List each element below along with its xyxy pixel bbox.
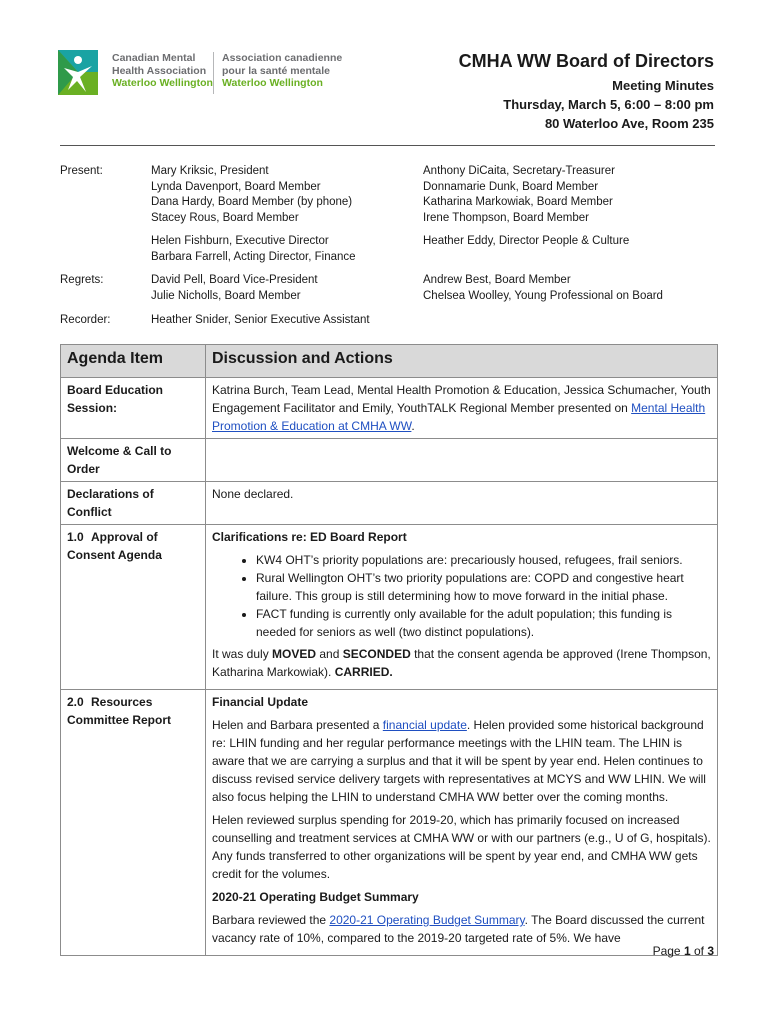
logo-divider [213, 52, 214, 94]
meeting-date: Thursday, March 5, 6:00 – 8:00 pm [503, 97, 714, 112]
regrets-label: Regrets: [60, 274, 104, 286]
agenda-item-consent: 1.0 Approval of Consent Agenda [61, 525, 206, 690]
discussion-welcome [206, 439, 718, 482]
document-subtitle: Meeting Minutes [612, 78, 714, 93]
recorder-name: Heather Snider, Senior Executive Assistant [151, 314, 370, 326]
financial-update-paragraph: Helen and Barbara presented a financial update. Helen provided some historical background re: LHIN funding and her regular performance meetings with the LHIN team. The LHIN is aware that we are carrying a surplus and that it will be spent by year end. Helen continues to discuss revised service delivery targets with representatives at MCYS and WW LHIN. We will also focus helping the LHIN to understand CMHA WW better over the coming months. [212, 718, 706, 804]
mental-health-promotion-link[interactable]: Mental Health Promotion & Education at CMHA WW [212, 401, 706, 433]
table-row [61, 690, 718, 956]
meeting-location: 80 Waterloo Ave, Room 235 [544, 116, 714, 131]
discussion-resources [206, 690, 718, 956]
list-item: • Rural Wellington OHT’s two priority populations are: COPD and congestive heart failure. This group is still determining how to move forward in the initial phase. [256, 569, 711, 605]
consent-heading: Clarifications re: ED Board Report [212, 530, 407, 544]
agenda-item-board-education: Board Education Session: [61, 378, 206, 439]
regrets-list-left: David Pell, Board Vice-President Julie Nicholls, Board Member [151, 274, 318, 302]
logo-text-french: Association canadienne pour la santé mentale Waterloo Wellington [222, 52, 343, 89]
present-label: Present: [60, 165, 103, 177]
table-row [61, 378, 718, 439]
staff-list-right: Heather Eddy, Director People & Culture [423, 235, 630, 247]
financial-update-link[interactable]: financial update [382, 718, 467, 732]
cmha-logo-icon [58, 50, 98, 95]
agenda-item-welcome: Welcome & Call to Order [61, 439, 206, 482]
discussion-consent [206, 525, 718, 690]
agenda-table [60, 344, 718, 956]
agenda-item-resources: 2.0 Resources Committee Report [61, 690, 206, 956]
page-number: Page 1 of 3 [652, 944, 714, 958]
header-divider [60, 145, 715, 146]
discussion-header: Discussion and Actions [206, 345, 718, 378]
budget-summary-paragraph: Barbara reviewed the 2020-21 Operating Budget Summary. The Board discussed the current vacancy rate of 10%, compared to the 2019-20 targeted rate of 5%. We have [212, 913, 705, 945]
consent-bullet-list [212, 551, 711, 641]
staff-list-left: Helen Fishburn, Executive Director Barbara Farrell, Acting Director, Finance [151, 235, 356, 263]
document-header [459, 50, 714, 133]
table-row [61, 525, 718, 690]
table-row [61, 482, 718, 525]
present-list-left: Mary Kriksic, President Lynda Davenport, Board Member Dana Hardy, Board Member (by phone) Stacey Rous, Board Member [151, 165, 353, 224]
surplus-paragraph: Helen reviewed surplus spending for 2019-20, which has primarily focused on increased counselling and treatment services at CMHA WW or with our partners (e.g., U of G, hospitals). Any funds transferred to other organizations will be spent by year end, and CMHA WW gets credit for the volumes. [212, 813, 711, 881]
financial-update-heading: Financial Update [212, 695, 309, 709]
list-item: • FACT funding is currently only available for the adult population; this funding is needed for seniors as well (two distinct populations). [256, 605, 711, 641]
table-header-row [61, 345, 718, 378]
agenda-item-conflict: Declarations of Conflict [61, 482, 206, 525]
budget-summary-heading: 2020-21 Operating Budget Summary [212, 890, 419, 904]
regrets-list-right: Andrew Best, Board Member Chelsea Woolley, Young Professional on Board [423, 274, 663, 302]
cmha-logo [58, 50, 348, 100]
logo-text-english: Canadian Mental Health Association Waterloo Wellington [112, 52, 213, 89]
agenda-item-header: Agenda Item [61, 345, 206, 378]
table-row [61, 439, 718, 482]
list-item: • KW4 OHT’s priority populations are: precariously housed, refugees, frail seniors. [256, 551, 711, 569]
budget-summary-link[interactable]: 2020-21 Operating Budget Summary [329, 913, 525, 927]
present-list-right: Anthony DiCaita, Secretary-Treasurer Donnamarie Dunk, Board Member Katharina Markowiak, Board Member Irene Thompson, Board Member [423, 165, 615, 224]
recorder-label: Recorder: [60, 314, 111, 326]
discussion-conflict: None declared. [206, 482, 718, 525]
document-title: CMHA WW Board of Directors [458, 51, 714, 71]
consent-motion: It was duly MOVED and SECONDED that the consent agenda be approved (Irene Thompson, Katharina Markowiak). CARRIED. [212, 647, 711, 679]
discussion-board-education: Katrina Burch, Team Lead, Mental Health Promotion & Education, Jessica Schumacher, Youth Engagement Facilitator and Emily, YouthTALK Regional Member presented on Mental Health Promotion & Education at CMHA WW. [206, 378, 718, 439]
